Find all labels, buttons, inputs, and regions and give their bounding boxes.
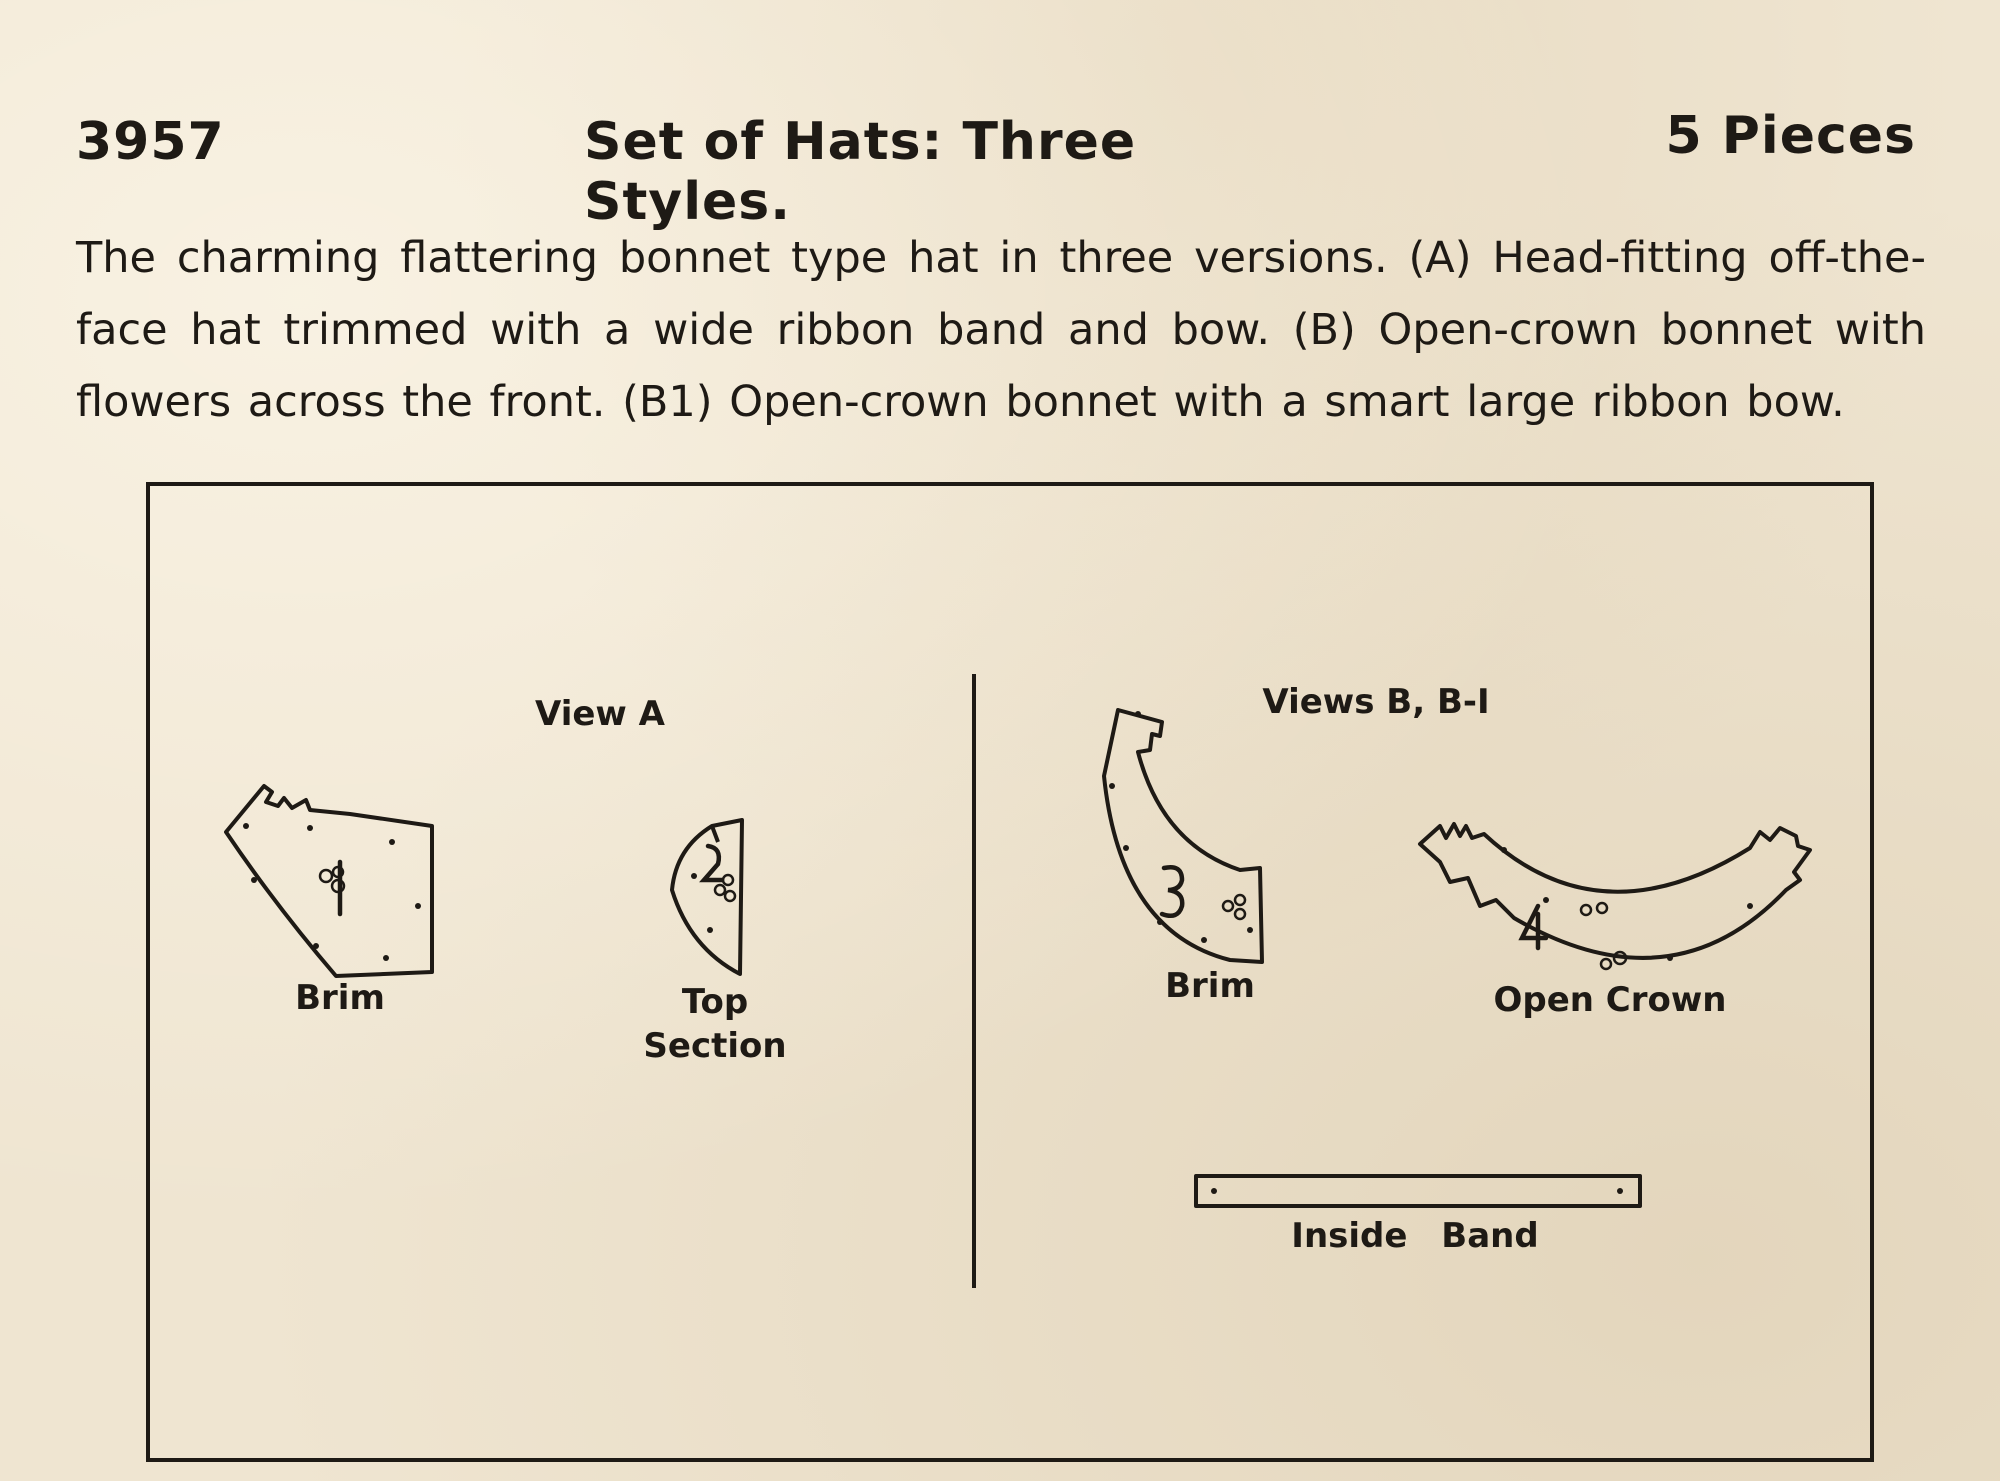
pattern-pieces-diagram — [146, 482, 1874, 1462]
piece-4-open-crown-shape — [1420, 824, 1810, 958]
piece-2-number — [704, 846, 722, 880]
view-a-heading: View A — [535, 694, 665, 734]
pieces-count: 5 Pieces — [1665, 106, 1916, 166]
piece-1-label: Brim — [295, 978, 385, 1018]
piece-3-label: Brim — [1165, 966, 1255, 1006]
view-b-heading: Views B, B-I — [1262, 682, 1490, 722]
pattern-description: The charming flattering bonnet type hat in three versions. (A) Head-fitting off-the-face hat trimmed with a wide ribbon band and bow. (B) Open-crown bonnet with flowers across the front. (B1) Open-crown bonnet with a smart large ribbon bow. — [76, 233, 1926, 427]
piece-2-top-section-shape — [672, 820, 742, 974]
piece-4-label: Open Crown — [1493, 980, 1727, 1020]
piece-3-brim-shape — [1104, 710, 1262, 962]
piece-3-number — [1162, 867, 1182, 916]
pattern-number: 3957 — [76, 112, 225, 172]
piece-2-label: Top Section — [643, 982, 787, 1066]
pattern-title: Set of Hats: Three Styles. — [584, 112, 1137, 232]
inside-band-shape — [1196, 1176, 1640, 1206]
inside-band-label: Inside Band — [1291, 1216, 1539, 1256]
